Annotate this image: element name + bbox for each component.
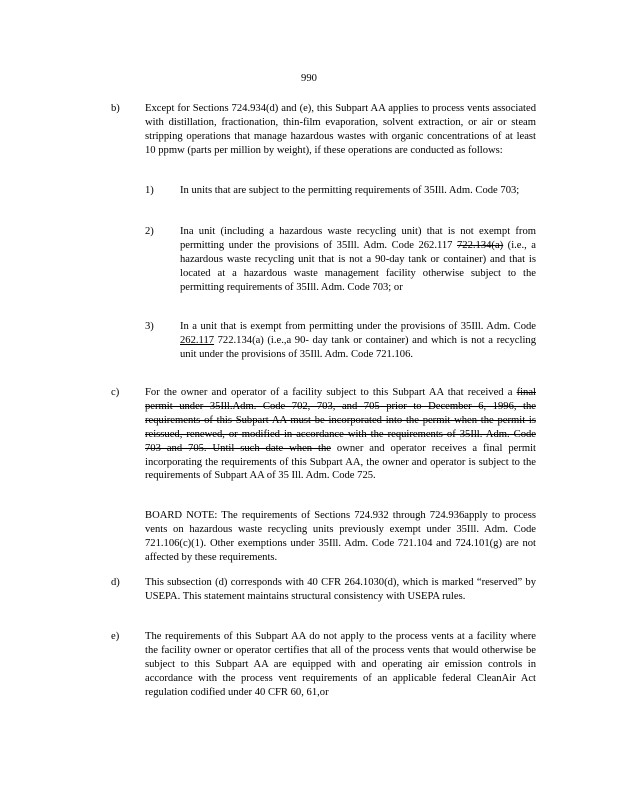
- section-d-text: This subsection (d) corresponds with 40 CFR 264.1030(d), which is marked “reserved” by USEPA. This statement maintains structural consistency with USEPA rules.: [145, 577, 536, 602]
- item-2-text-post: (i.e., a hazardous waste recycling unit that is not a 90-day tank or container) and that is located at a hazardous waste management facility otherwise subject to the permitting requirements of 35Ill. Adm. Code 703; or: [180, 239, 536, 293]
- item-3-text-pre: In a unit that is exempt from permitting under the provisions of 35Ill. Adm. Code: [180, 321, 536, 332]
- section-e-label: e): [111, 631, 120, 642]
- section-c-deleted-text: final permit under 35Ill.Adm. Code 702, 703, and 705 prior to December 6, 1996, the requirements of this Subpart AA must be incorporated into the permit when the permit is reissued, renewed, or modified in accordance with the requirements of 35Ill. Adm. Code 703 and 705. Until such date when the: [145, 387, 536, 454]
- item-2-text: [180, 225, 536, 295]
- item-3-label: 3): [145, 321, 154, 332]
- item-3-text-post: 722.134(a) (i.e.,a 90- day tank or container) and which is not a recycling unit under the provisions of 35Ill. Adm. Code 721.106.: [180, 334, 536, 360]
- section-b-text: Except for Sections 724.934(d) and (e), this Subpart AA applies to process vents associated with distillation, fractionation, thin-film evaporation, solvent extraction, or air or steam stripping operations that manage hazardous wastes with organic concentrations of at least 10 ppmw (parts per million by weight), if these operations are conducted as follows:: [145, 103, 536, 156]
- item-2-deleted-text: 722.134(a): [456, 239, 504, 251]
- page-number: 990: [301, 73, 317, 84]
- item-2-text-pre: Ina unit (including a hazardous waste recycling unit) that is not exempt from permitting under the provisions of 35Ill. Adm. Code 262.117: [180, 226, 536, 251]
- section-b-label: b): [111, 103, 120, 114]
- section-e-text: The requirements of this Subpart AA do not apply to the process vents at a facility where the facility owner or operator certifies that all of the process vents that would otherwise be subject to this Subpart AA are equipped with and operating air emission controls in accordance with the process vent requirements of an applicable federal CleanAir Act regulation codified under 40 CFR 60, 61,or: [145, 631, 536, 698]
- item-3-text: [180, 320, 536, 362]
- item-2-label: 2): [145, 226, 154, 237]
- section-c-text-pre: For the owner and operator of a facility subject to this Subpart AA that received a: [145, 387, 517, 398]
- item-3-inserted-text: 262.117: [180, 334, 215, 346]
- section-c-label: c): [111, 387, 120, 398]
- section-c-text-post: owner and operator receives a final permit incorporating the requirements of this Subpart AA, the owner and operator is subject to the requirements of Subpart AA of 35 Ill. Adm. Code 725.: [145, 442, 536, 482]
- section-d-label: d): [111, 577, 120, 588]
- board-note: BOARD NOTE: The requirements of Sections 724.932 through 724.936apply to process vents on hazardous waste recycling units previously exempt under 35Ill. Adm. Code 721.106(c)(1). Other exemptions under 35Ill. Adm. Code 721.104 and 724.101(g) are not affected by these requirements.: [145, 510, 536, 563]
- item-1-label: 1): [145, 185, 154, 196]
- section-c-text: [145, 386, 536, 483]
- item-1-text: In units that are subject to the permitting requirements of 35Ill. Adm. Code 703;: [180, 185, 520, 196]
